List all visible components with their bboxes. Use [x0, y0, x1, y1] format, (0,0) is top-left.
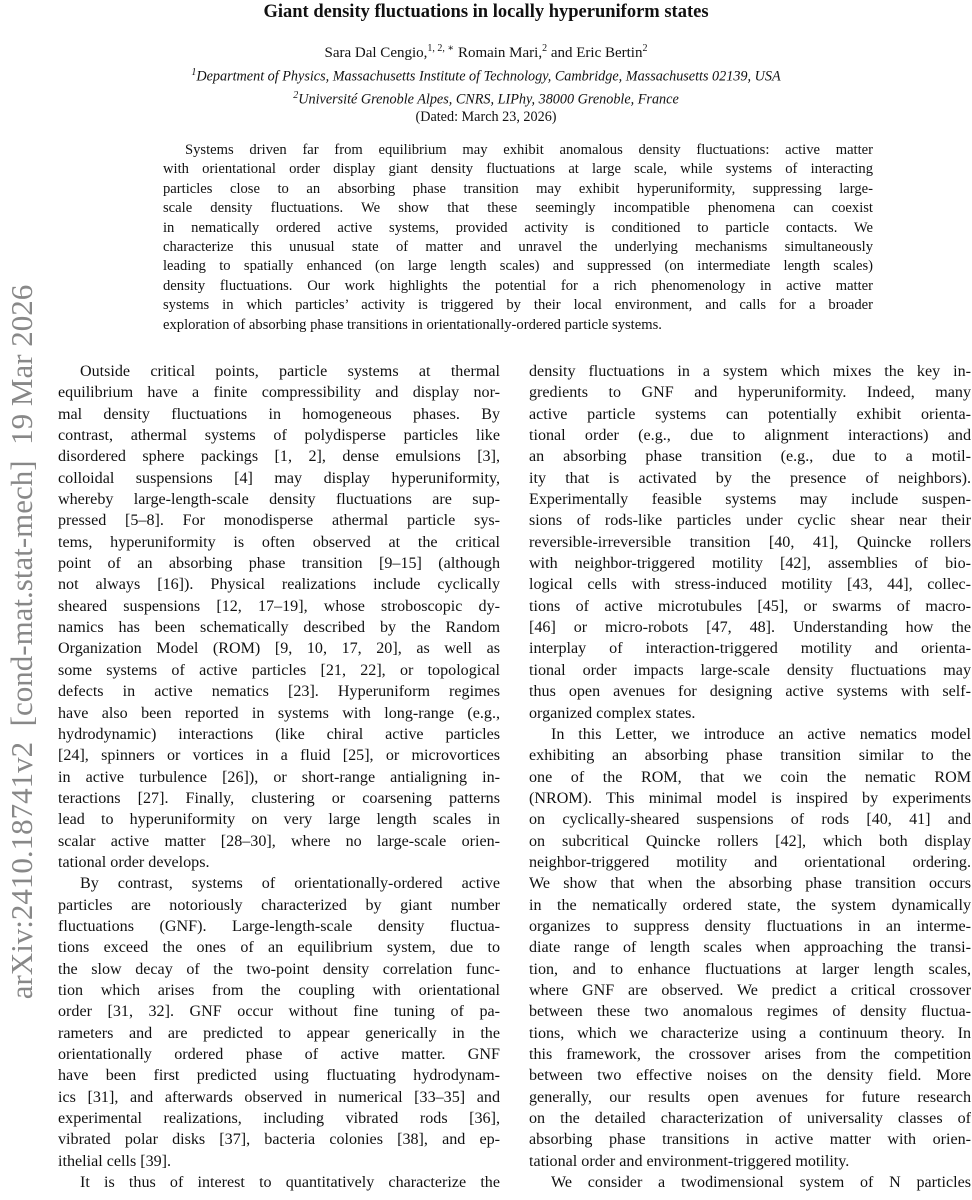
text-line: sions of rods-like particles under cyclic shear near their: [529, 512, 971, 530]
paragraph: [58, 1172, 500, 1193]
text-line: characterize this unusual state of matter and unravel the underlying mechanisms simultaneously: [163, 239, 873, 256]
paragraph: [58, 873, 500, 1172]
text-line: vibrated polar disks [37], bacteria colonies [38], and ep-: [58, 1131, 500, 1149]
paragraph: [163, 141, 873, 335]
arxiv-identifier-sidebar: arXiv:2410.18741v2 [cond-mat.stat-mech] 19 Mar 2026: [4, 284, 39, 1000]
text-line: tational order and environment-triggered motility.: [529, 1152, 850, 1170]
text-line: disordered sphere packings [1, 2], dense emulsions [3],: [58, 448, 500, 466]
text-line: We consider a twodimensional system of N particles: [551, 1174, 971, 1192]
text-line: leading to spatially enhanced (on large length scales) and suppressed (on intermediate length scales): [163, 258, 873, 275]
author-list: [0, 38, 972, 64]
affiliation-text: Department of Physics, Massachusetts Institute of Technology, Cambridge, Massachusetts 02139, USA: [196, 68, 781, 85]
text-line: density fluctuations in a system which mixes the key in-: [529, 363, 971, 380]
text-line: lead to hyperuniformity on very large length scales in: [58, 811, 500, 829]
text-line: contrast, athermal systems of polydisperse particles like: [58, 427, 500, 445]
text-line: where GNF are observed. We predict a critical crossover: [529, 981, 971, 999]
text-line: gredients to GNF and hyperuniformity. Indeed, many: [529, 384, 971, 402]
paper-title: Giant density fluctuations in locally hyperuniform states: [263, 2, 709, 22]
paragraph: [529, 361, 971, 724]
text-line: tions of active microtubules [45], or swarms of macro-: [529, 597, 971, 615]
author-affiliation-mark: 2: [642, 43, 648, 54]
affiliation: [0, 63, 972, 87]
text-line: on subcritical Quincke rollers [42], which both display: [529, 832, 971, 850]
text-line: in the nematically ordered state, the system dynamically: [529, 896, 971, 914]
text-line: Outside critical points, particle systems at thermal: [80, 363, 500, 380]
text-line: thus open avenues for designing active systems with self-: [529, 683, 971, 701]
paragraph: [529, 724, 971, 1172]
text-line: scale density fluctuations. We show that these seemingly incompatible phenomena can coexist: [163, 200, 873, 217]
date-line: (Dated: March 23, 2026): [415, 109, 557, 125]
text-line: generally, our results open avenues for future research: [529, 1088, 971, 1106]
text-line: equilibrium have a finite compressibility and display nor-: [58, 384, 500, 402]
text-line: in nematically ordered active systems, provided activity is conditioned to particle contacts. We: [163, 219, 873, 236]
text-line: defects in active nematics [23]. Hyperuniform regimes: [58, 683, 500, 701]
text-line: sheared suspensions [12, 17–19], whose stroboscopic dy-: [58, 597, 500, 615]
text-line: reversible-irreversible transition [40, 41], Quincke rollers: [529, 533, 971, 551]
text-line: tion which arises from the coupling with orientational: [58, 981, 500, 999]
text-line: with neighbor-triggered motility [42], assemblies of bio-: [529, 555, 971, 573]
text-line: ity that is activated by the presence of neighbors).: [529, 469, 971, 487]
text-line: hydrodynamic) interactions (like chiral active particles: [58, 725, 500, 743]
text-line: orientationally ordered phase of active matter. GNF: [58, 1046, 500, 1063]
text-line: order [31, 32]. GNF occur without fine tuning of pa-: [58, 1003, 500, 1021]
text-line: with orientational order display giant density fluctuations at large scale, while systems of interacting: [163, 161, 873, 178]
abstract: [163, 141, 873, 335]
text-line: ics [31], and afterwards observed in numerical [33–35] and: [58, 1088, 500, 1106]
text-line: experimental realizations, including vibrated rods [36],: [58, 1110, 500, 1128]
text-line: colloidal suspensions [4] may display hyperuniformity,: [58, 469, 500, 487]
text-line: point of an absorbing phase transition [9–15] (although: [58, 555, 500, 573]
text-line: exhibiting an absorbing phase transition similar to the: [529, 747, 971, 765]
text-line: tational order develops.: [58, 853, 210, 871]
text-line: tions, which we characterize using a continuum theory. In: [529, 1024, 971, 1042]
affiliation-mark: 2: [293, 90, 299, 101]
text-line: organized complex states.: [529, 704, 696, 722]
text-line: between two effective noises on the density field. More: [529, 1067, 971, 1085]
text-line: namics has been schematically described by the Random: [58, 619, 500, 637]
text-line: rameters and are predicted to appear generically in the: [58, 1024, 500, 1042]
text-line: mal density fluctuations in homogeneous phases. By: [58, 405, 500, 423]
text-line: some systems of active particles [21, 22], or topological: [58, 661, 500, 679]
text-line: one of the ROM, that we coin the nematic ROM: [529, 768, 971, 786]
text-line: have also been reported in systems with long-range (e.g.,: [58, 704, 500, 722]
text-line: tion, and to enhance fluctuations at larger length scales,: [529, 960, 971, 978]
text-line: (NROM). This minimal model is inspired by experiments: [529, 789, 971, 807]
text-line: the slow decay of the two-point density correlation func-: [58, 960, 500, 978]
paragraph: [58, 361, 500, 873]
author-name: Romain Mari,: [454, 45, 543, 61]
text-line: exploration of absorbing phase transitions in orientationally-ordered particle systems.: [163, 316, 662, 333]
text-line: scalar active matter [28–30], where no large-scale orien-: [58, 832, 500, 850]
text-line: It is thus of interest to quantitatively characterize the: [80, 1174, 500, 1192]
text-line: [46] or micro-robots [47, 48]. Understanding how the: [529, 619, 971, 637]
text-line: By contrast, systems of orientationally-ordered active: [80, 875, 500, 893]
text-line: Systems driven far from equilibrium may exhibit anomalous density fluctuations: active matter: [185, 142, 873, 158]
text-line: teractions [27]. Finally, clustering or coarsening patterns: [58, 789, 500, 807]
text-line: Experimentally feasible systems may include suspen-: [529, 491, 971, 509]
author-name: Sara Dal Cengio,: [324, 45, 428, 61]
affiliation-text: Université Grenoble Alpes, CNRS, LIPhy, 38000 Grenoble, France: [298, 91, 679, 108]
text-line: In this Letter, we introduce an active nematics model: [551, 725, 971, 743]
text-line: neighbor-triggered motility and orientational ordering.: [529, 853, 971, 871]
body-right-column: [529, 361, 971, 1193]
text-line: this framework, the crossover arises from the competition: [529, 1046, 971, 1063]
text-line: absorbing phase transitions in active matter with orien-: [529, 1131, 971, 1149]
text-line: Organization Model (ROM) [9, 10, 17, 20], as well as: [58, 640, 500, 658]
paragraph: [529, 1172, 971, 1193]
author-name: and Eric Bertin: [547, 45, 643, 61]
text-line: have been first predicted using fluctuating hydrodynam-: [58, 1067, 500, 1085]
author-affiliation-mark: 2: [542, 43, 548, 54]
text-line: diate range of length scales when approaching the transi-: [529, 939, 971, 957]
text-line: on cyclically-sheared suspensions of rods [40, 41] and: [529, 811, 971, 829]
text-line: particles are notoriously characterized by giant number: [58, 896, 500, 914]
text-line: pressed [5–8]. For monodisperse athermal particle sys-: [58, 512, 500, 530]
text-line: tions exceed the ones of an equilibrium system, due to: [58, 939, 500, 957]
text-line: not always [16]). Physical realizations include cyclically: [58, 576, 500, 594]
text-line: active particle systems can potentially exhibit orienta-: [529, 405, 971, 423]
text-line: an absorbing phase transition (e.g., due to a motil-: [529, 448, 971, 466]
text-line: particles close to an absorbing phase transition may exhibit hyperuniformity, suppressing large-: [163, 180, 873, 197]
text-line: [24], spinners or vortices in a fluid [25], or microvortices: [58, 747, 500, 765]
text-line: We show that when the absorbing phase transition occurs: [529, 875, 971, 893]
text-line: between these two anomalous regimes of density fluctua-: [529, 1003, 971, 1021]
text-line: fluctuations (GNF). Large-length-scale density fluctua-: [58, 917, 500, 935]
text-line: tional order impacts large-scale density fluctuations may: [529, 661, 971, 679]
text-line: organizes to suppress density fluctuations in an interme-: [529, 917, 971, 935]
text-line: logical cells with stress-induced motility [43, 44], collec-: [529, 576, 971, 594]
text-line: systems in which particles’ activity is triggered by their local environment, and calls for a broader: [163, 297, 873, 314]
text-line: tems, hyperuniformity is often observed at the critical: [58, 533, 500, 551]
text-line: ithelial cells [39].: [58, 1152, 172, 1170]
author-affiliation-mark: 1, 2, ∗: [427, 43, 455, 54]
text-line: in active turbulence [26]), or short-range antialigning in-: [58, 768, 500, 786]
text-line: on the detailed characterization of universality classes of: [529, 1110, 971, 1128]
text-line: tional order (e.g., due to alignment interactions) and: [529, 427, 971, 445]
text-line: density fluctuations. Our work highlights the potential for a rich phenomenology in active matter: [163, 277, 873, 294]
text-line: whereby large-length-scale density fluctuations are sup-: [58, 491, 500, 509]
affiliation-mark: 1: [191, 67, 197, 78]
text-line: interplay of interaction-triggered motility and orienta-: [529, 640, 971, 658]
body-left-column: [58, 361, 500, 1193]
